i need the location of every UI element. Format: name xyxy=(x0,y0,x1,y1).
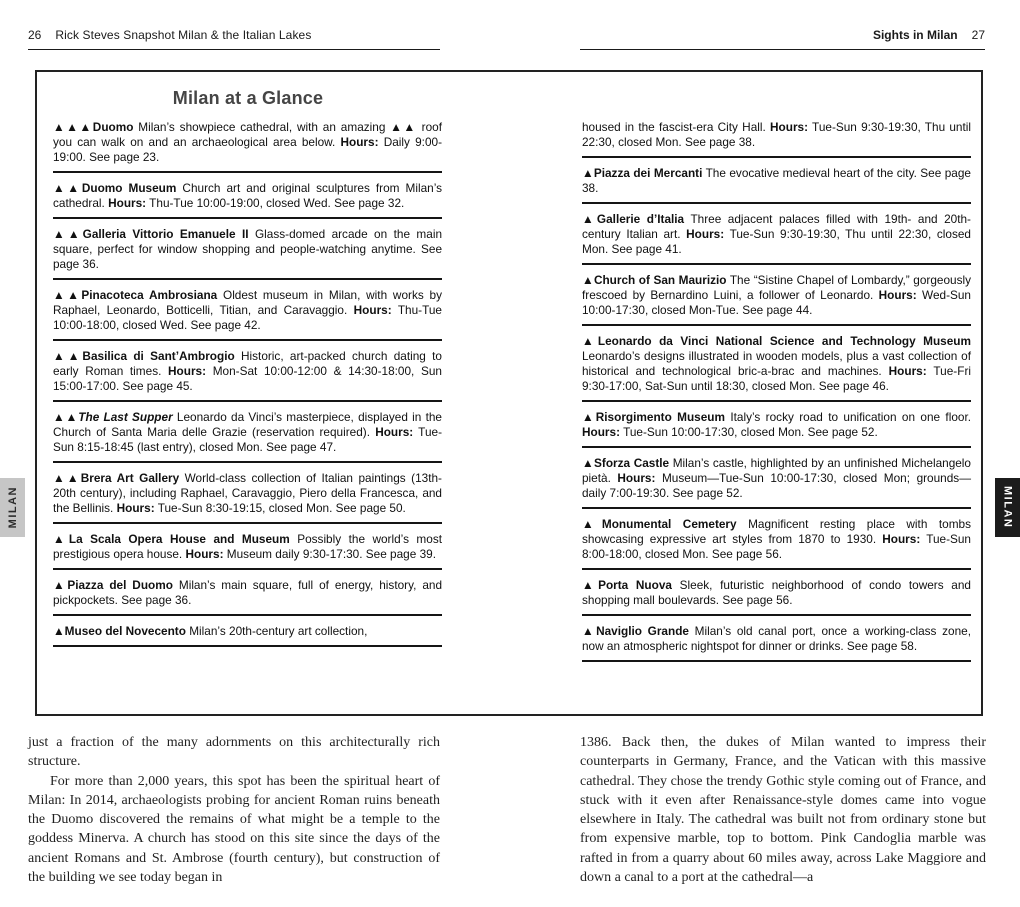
glance-entry xyxy=(53,624,442,647)
entry-text: Milan’s main square, full of energy, history, and pickpockets. See page 36. xyxy=(53,578,443,607)
entry-title: ▲Naviglio Grande xyxy=(582,624,689,638)
entry-title: The Last Supper xyxy=(78,410,173,424)
entry-title: Hours: xyxy=(878,288,917,302)
chapter-tab-right-label: MILAN xyxy=(1001,486,1014,529)
glance-entry xyxy=(582,212,971,265)
entry-text: Tue-Sun 8:30-19:15, closed Mon. See page 50. xyxy=(154,501,406,515)
entry-title: ▲▲Pinacoteca Ambrosiana xyxy=(53,288,218,302)
glance-entry xyxy=(53,471,442,524)
entry-title: ▲Piazza del Duomo xyxy=(53,578,173,592)
entry-text: Milan’s castle, highlighted by an unfinished Michelangelo pietà. xyxy=(582,456,971,485)
entry-title: ▲Risorgimento Museum xyxy=(582,410,726,424)
entry-title: Hours: xyxy=(888,364,927,378)
glance-entry xyxy=(582,166,971,204)
glance-entry xyxy=(53,227,442,280)
entry-text: Tue-Sun 9:30-19:30, Thu until 22:30, closed Mon. See page 38. xyxy=(582,120,971,149)
glance-entry xyxy=(582,456,971,509)
body-paragraph: just a fraction of the many adornments on this architecturally rich structure. xyxy=(28,735,440,770)
body-text-column-right xyxy=(580,733,986,887)
entry-text: Tue-Fri 9:30-17:00, Sat-Sun until 18:30, closed Mon. See page 46. xyxy=(582,364,971,393)
body-text-column-left xyxy=(28,733,440,887)
entry-text: Historic, art-packed church dating to early Roman times. xyxy=(53,349,442,378)
entry-text: Milan’s old canal port, once a working-class zone, now an atmospheric nightspot for dinner or drinks. See page 58. xyxy=(582,624,971,653)
entry-text: Oldest museum in Milan, with works by Raphael, Leonardo, Botticelli, Titian, and Caravaggio. xyxy=(53,288,442,317)
entry-title: ▲Sforza Castle xyxy=(582,456,670,470)
glance-entry xyxy=(582,517,971,570)
entry-title: ▲▲Basilica di Sant’Ambrogio xyxy=(53,349,235,363)
entry-text: Tue-Sun 9:30-19:30, Thu until 22:30, closed Mon. See page 41. xyxy=(582,227,971,256)
glance-entry xyxy=(582,578,971,616)
entry-title: Hours: xyxy=(617,471,656,485)
entry-title: Hours: xyxy=(168,364,207,378)
glance-entry xyxy=(582,624,971,662)
glance-entry xyxy=(53,532,442,570)
entry-text: Leonardo da Vinci’s masterpiece, displayed in the Church of Santa Maria delle Grazie (reservation required). xyxy=(53,410,442,439)
glance-entry xyxy=(53,349,442,402)
entry-title: ▲▲Brera Art Gallery xyxy=(53,471,180,485)
body-paragraph: For more than 2,000 years, this spot has been the spiritual heart of Milan: In 2014, archaeologists probing for ancient Roman ruins beneath the Duomo discovered the remains of what might be a temple to the goddess Minerva. A church has stood on this site since the days of the ancient Romans and St. Ambrose (fourth century), but construction of the building we see today began in xyxy=(28,773,440,886)
entry-text: Museum—Tue-Sun 10:00-17:30, closed Mon; grounds—daily 7:00-19:30. See page 52. xyxy=(582,471,971,500)
entry-text: The evocative medieval heart of the city. See page 38. xyxy=(582,166,971,195)
entry-text: World-class collection of Italian paintings (13th-20th century), including Raphael, Caravaggio, Piero della Francesca, and the Bellinis. xyxy=(53,471,442,515)
glance-entry xyxy=(53,120,442,173)
entry-title: ▲Church of San Maurizio xyxy=(582,273,727,287)
entry-text: Three adjacent palaces filled with 19th- and 20th-century Italian art. xyxy=(582,212,971,241)
entry-title: ▲▲ xyxy=(53,410,79,424)
entry-text: Mon-Sat 10:00-12:00 & 14:30-18:00, Sun 15:00-17:00. See page 45. xyxy=(53,364,442,393)
entry-text: Thu-Tue 10:00-19:00, closed Wed. See page 32. xyxy=(146,196,405,210)
glance-entry xyxy=(53,578,442,616)
entry-text: Italy’s rocky road to unification on one floor. xyxy=(725,410,971,424)
entry-title: Hours: xyxy=(340,135,379,149)
entry-text: Tue-Sun 8:15-18:45 (last entry), closed Mon. See page 47. xyxy=(53,425,443,454)
entry-title: ▲▲▲Duomo xyxy=(53,120,134,134)
entry-text: The “Sistine Chapel of Lombardy,” gorgeously frescoed by Bernardino Luini, a follower of Leonardo. xyxy=(582,273,971,302)
entry-text: Thu-Tue 10:00-18:00, closed Wed. See page 42. xyxy=(53,303,442,332)
entry-text: Church art and original sculptures from Milan’s cathedral. xyxy=(53,181,443,210)
entry-title: ▲La Scala Opera House and Museum xyxy=(53,532,290,546)
entry-text: Museum daily 9:30-17:30. See page 39. xyxy=(223,547,436,561)
entry-text: Tue-Sun 8:00-18:00, closed Mon. See page 56. xyxy=(582,532,971,561)
entry-title: ▲▲Duomo Museum xyxy=(53,181,177,195)
entry-title: Hours: xyxy=(582,425,621,439)
entry-title: Hours: xyxy=(882,532,921,546)
glance-entry xyxy=(582,410,971,448)
page-number-left: 26 xyxy=(28,28,42,42)
glance-box xyxy=(35,70,983,716)
entry-title: ▲Gallerie d’Italia xyxy=(582,212,685,226)
entry-text: Tue-Sun 10:00-17:30, closed Mon. See page 52. xyxy=(620,425,878,439)
entry-text: Sleek, futuristic neighborhood of condo towers and shopping mall boulevards. See page 56. xyxy=(582,578,971,607)
running-head-right xyxy=(580,28,985,50)
chapter-tab-left-label: MILAN xyxy=(6,486,19,529)
entry-title: ▲Museo del Novecento xyxy=(53,624,186,638)
entry-title: Hours: xyxy=(185,547,224,561)
entry-text: Leonardo’s designs illustrated in wooden models, plus a vast collection of historical and technological bric-a-brac and machines. xyxy=(582,349,971,378)
entry-text: Milan’s 20th-century art collection, xyxy=(185,624,368,638)
glance-entry xyxy=(582,334,971,402)
entry-title: Hours: xyxy=(116,501,155,515)
entry-text: Possibly the world’s most prestigious opera house. xyxy=(53,532,442,561)
entry-text: Magnificent resting place with tombs showcasing expressive art styles from 1870 to 1930. xyxy=(582,517,971,546)
glance-entry xyxy=(53,288,442,341)
entry-title: ▲Porta Nuova xyxy=(582,578,672,592)
entry-title: Hours: xyxy=(686,227,725,241)
entry-title: ▲Leonardo da Vinci National Science and Technology Museum xyxy=(582,334,971,348)
running-title-left: Rick Steves Snapshot Milan & the Italian Lakes xyxy=(55,28,312,42)
entry-text: Milan’s showpiece cathedral, with an amazing ▲▲ roof you can walk on and an archaeological area below. xyxy=(53,120,442,149)
chapter-tab-right xyxy=(995,478,1020,537)
running-title-right: Sights in Milan xyxy=(872,28,958,42)
glance-box-title: Milan at a Glance xyxy=(172,88,324,108)
entry-title: Hours: xyxy=(770,120,809,134)
entry-title: ▲Monumental Cemetery xyxy=(582,517,737,531)
glance-entry xyxy=(582,273,971,326)
glance-entry xyxy=(53,410,442,463)
entry-text: Wed-Sun 10:00-17:30, closed Mon-Tue. See page 44. xyxy=(582,288,971,317)
entry-title: ▲Piazza dei Mercanti xyxy=(582,166,703,180)
entry-title: Hours: xyxy=(353,303,392,317)
chapter-tab-left xyxy=(0,478,25,537)
body-paragraph: 1386. Back then, the dukes of Milan wanted to impress their counterparts in Germany, France, and the Vatican with this massive cathedral. They chose the trendy Gothic style coming out of France, and stuck with it even after Renaissance-style domes came into vogue elsewhere in Italy. The cathedral was built not from ordinary stone but from expensive marble, top to bottom. Pink Candoglia marble was rafted in from a quarry about 60 miles away, across Lake Maggiore and down a canal to a port at the cathedral—a xyxy=(580,735,986,886)
glance-entry xyxy=(53,181,442,219)
entry-text: Glass-domed arcade on the main square, perfect for window shopping and people-watching anytime. See page 36. xyxy=(53,227,442,271)
entry-text: Daily 9:00-19:00. See page 23. xyxy=(53,135,443,164)
glance-column-right xyxy=(582,120,971,670)
glance-column-left xyxy=(53,120,442,655)
running-head-left xyxy=(28,28,440,50)
entry-title: Hours: xyxy=(375,425,414,439)
glance-entry xyxy=(582,120,971,158)
page-number-right: 27 xyxy=(971,28,985,42)
entry-title: ▲▲Galleria Vittorio Emanuele II xyxy=(53,227,249,241)
entry-text: housed in the fascist-era City Hall. xyxy=(582,120,771,134)
entry-title: Hours: xyxy=(108,196,147,210)
